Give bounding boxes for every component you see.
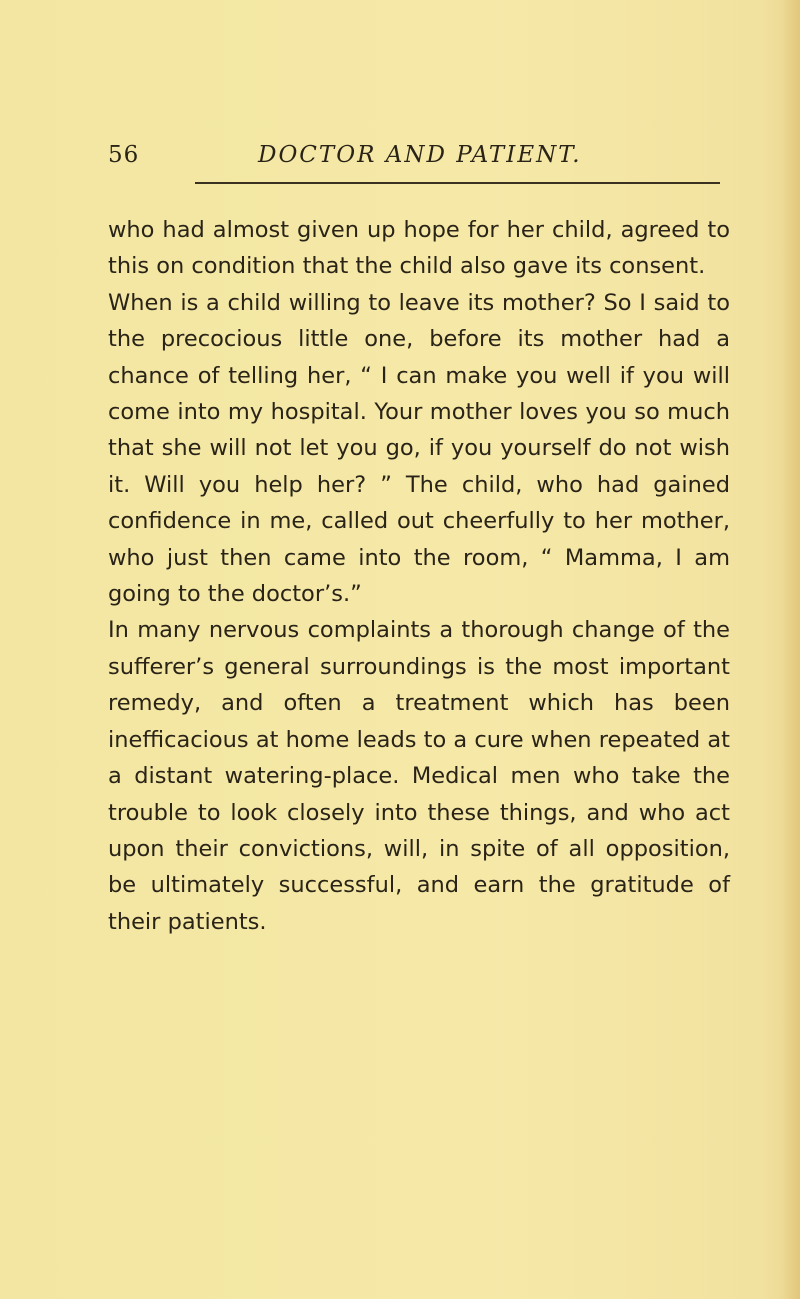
running-title: DOCTOR AND PATIENT. [258, 142, 582, 168]
body-text [108, 212, 730, 940]
header-rule [195, 182, 720, 184]
page-edge-shadow [782, 0, 800, 1299]
running-head [108, 140, 718, 170]
paragraph: In many nervous complaints a thorough change of the sufferer’s general surroundings is the most important remedy, and often a treatment which has been inefficacious at home leads to a cure when repeated at a distant watering-place. Medical men who take the trouble to look closely into these things, and who act upon their convictions, will, in spite of all opposition, be ultimately successful, and earn the gratitude of their patients. [108, 617, 730, 935]
page-number: 56 [108, 142, 140, 168]
paragraph: When is a child willing to leave its mother? So I said to the precocious little one, before its mother had a chance of telling her, “ I can make you well if you will come into my hospital. Your mother loves you so much that she will not let you go, if you yourself do not wish it. Will you help her? ” The child, who had gained confidence in me, called out cheerfully to her mother, who just then came into the room, “ Mamma, I am going to the doctor’s.” [108, 289, 730, 608]
paragraph: who had almost given up hope for her child, agreed to this on condition that the child also gave its consent. [108, 217, 730, 280]
